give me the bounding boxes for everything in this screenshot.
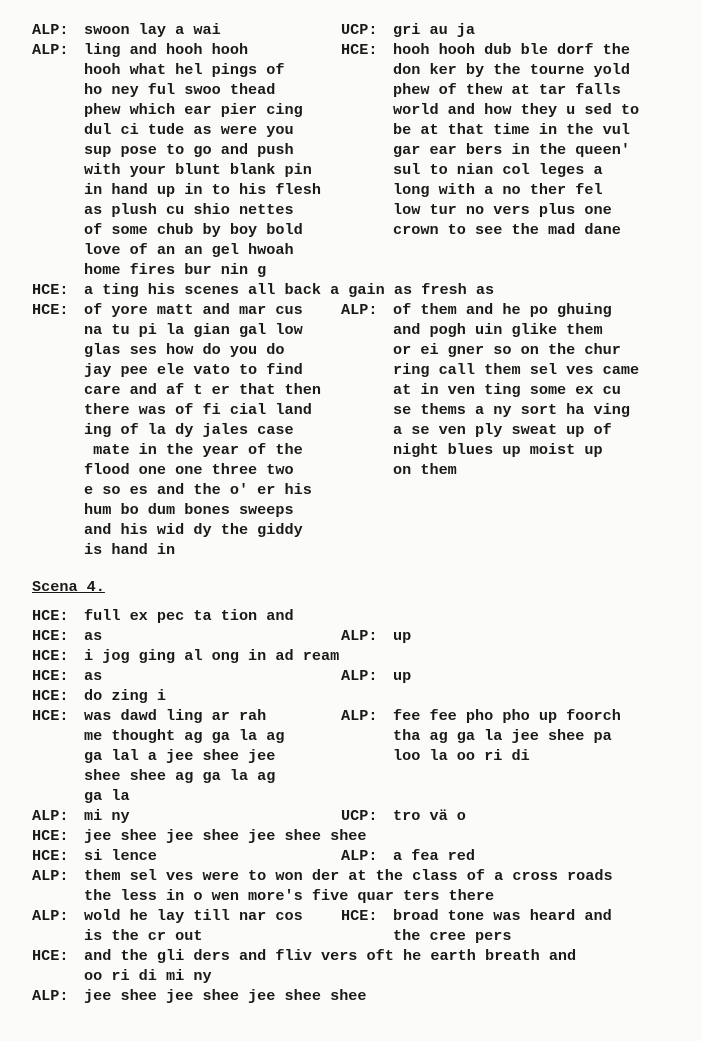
b2-line: do zing i — [84, 687, 167, 705]
b1-line: hooh what hel pings of — [84, 61, 285, 79]
b2-line-right: tro vä o — [393, 807, 466, 825]
b2-speaker: HCE: — [32, 607, 69, 625]
b2-speaker-right: UCP: — [341, 807, 378, 825]
b2-line-right: tha ag ga la jee shee pa — [393, 727, 612, 745]
b2-speaker: HCE: — [32, 847, 69, 865]
b2-line: shee shee ag ga la ag — [84, 767, 276, 785]
b2-speaker: HCE: — [32, 827, 69, 845]
b1-line-right: on them — [393, 461, 457, 479]
b2-line: wold he lay till nar cos — [84, 907, 303, 925]
b1-line: of some chub by boy bold — [84, 221, 303, 239]
b2-line: mi ny — [84, 807, 130, 825]
b1-line-right: a se ven ply sweat up of — [393, 421, 612, 439]
b2-speaker: HCE: — [32, 647, 69, 665]
b1-line: is hand in — [84, 541, 176, 559]
b2-speaker: ALP: — [32, 867, 69, 885]
b2-line: ga la — [84, 787, 130, 805]
b2-line: me thought ag ga la ag — [84, 727, 285, 745]
b1-line-right: long with a no ther fel — [393, 181, 603, 199]
b2-speaker: HCE: — [32, 687, 69, 705]
b1-speaker-right: HCE: — [341, 41, 378, 59]
b2-speaker-right: ALP: — [341, 707, 378, 725]
b1-line-right: be at that time in the vul — [393, 121, 630, 139]
b1-line: of yore matt and mar cus — [84, 301, 303, 319]
b1-line-right: phew of thew at tar falls — [393, 81, 621, 99]
b1-speaker-right: ALP: — [341, 301, 378, 319]
b1-line: glas ses how do you do — [84, 341, 285, 359]
b2-line: and the gli ders and fliv vers oft he earth breath and — [84, 947, 577, 965]
b1-line-right: gri au ja — [393, 21, 476, 39]
b1-line: love of an an gel hwoah — [84, 241, 294, 259]
b1-line-right: sul to nian col leges a — [393, 161, 603, 179]
b2-line-right: up — [393, 627, 412, 645]
b2-line: ga lal a jee shee jee — [84, 747, 276, 765]
b1-line-right: se thems a ny sort ha ving — [393, 401, 630, 419]
b2-line-right: fee fee pho pho up foorch — [393, 707, 621, 725]
b1-line: there was of fi cial land — [84, 401, 312, 419]
b2-line: as — [84, 627, 103, 645]
b2-line-right: the cree pers — [393, 927, 512, 945]
b2-speaker: HCE: — [32, 707, 69, 725]
b1-line: ho ney ful swoo thead — [84, 81, 276, 99]
b1-line: phew which ear pier cing — [84, 101, 303, 119]
b2-speaker-right: ALP: — [341, 627, 378, 645]
b1-line-right: world and how they u sed to — [393, 101, 640, 119]
b1-line: in hand up in to his flesh — [84, 181, 321, 199]
b2-line-right: broad tone was heard and — [393, 907, 612, 925]
b2-line: si lence — [84, 847, 157, 865]
b1-speaker-right: UCP: — [341, 21, 378, 39]
b2-speaker-right: ALP: — [341, 667, 378, 685]
b2-speaker-right: ALP: — [341, 847, 378, 865]
b2-speaker: HCE: — [32, 667, 69, 685]
b2-line: was dawd ling ar rah — [84, 707, 267, 725]
b2-line: oo ri di mi ny — [84, 967, 212, 985]
b2-line-right: up — [393, 667, 412, 685]
b2-line: them sel ves were to won der at the class of a cross roads — [84, 867, 613, 885]
b1-line: e so es and the o' er his — [84, 481, 312, 499]
b1-speaker: HCE: — [32, 301, 69, 319]
b1-line: ing of la dy jales case — [84, 421, 294, 439]
scene-heading: Scena 4. — [32, 578, 105, 596]
b1-line: home fires bur nin g — [84, 261, 267, 279]
b1-line: na tu pi la gian gal low — [84, 321, 303, 339]
b2-line: is the cr out — [84, 927, 203, 945]
b1-line-right: or ei gner so on the chur — [393, 341, 621, 359]
b2-speaker: ALP: — [32, 807, 69, 825]
b1-line-right: low tur no vers plus one — [393, 201, 612, 219]
b1-line-right: and pogh uin glike them — [393, 321, 603, 339]
b2-line: jee shee jee shee jee shee shee — [84, 827, 367, 845]
b1-line-right: night blues up moist up — [393, 441, 603, 459]
b1-line: jay pee ele vato to find — [84, 361, 303, 379]
b1-line: ling and hooh hooh — [84, 41, 249, 59]
b2-line: jee shee jee shee jee shee shee — [84, 987, 367, 1005]
b1-line-right: ring call them sel ves came — [393, 361, 640, 379]
b1-line-right: hooh hooh dub ble dorf the — [393, 41, 630, 59]
b1-line: care and af t er that then — [84, 381, 321, 399]
b2-speaker: HCE: — [32, 627, 69, 645]
b2-speaker: HCE: — [32, 947, 69, 965]
b1-line: as plush cu shio nettes — [84, 201, 294, 219]
b2-line-right: loo la oo ri di — [393, 747, 530, 765]
b2-line-right: a fea red — [393, 847, 476, 865]
b1-speaker: HCE: — [32, 281, 69, 299]
b1-line-right: at in ven ting some ex cu — [393, 381, 621, 399]
b1-line-right: gar ear bers in the queen' — [393, 141, 630, 159]
b1-speaker: ALP: — [32, 21, 69, 39]
b1-line: and his wid dy the giddy — [84, 521, 303, 539]
b1-line: dul ci tude as were you — [84, 121, 294, 139]
b2-speaker-right: HCE: — [341, 907, 378, 925]
b1-line: swoon lay a wai — [84, 21, 221, 39]
b2-line: full ex pec ta tion and — [84, 607, 294, 625]
b1-line: a ting his scenes all back a gain as fresh as — [84, 281, 495, 299]
b1-line: mate in the year of the — [84, 441, 303, 459]
b1-line-right: of them and he po ghuing — [393, 301, 612, 319]
b2-line: i jog ging al ong in ad ream — [84, 647, 340, 665]
b2-speaker: ALP: — [32, 987, 69, 1005]
b2-line: as — [84, 667, 103, 685]
b1-line: sup pose to go and push — [84, 141, 294, 159]
b1-line: with your blunt blank pin — [84, 161, 312, 179]
b1-speaker: ALP: — [32, 41, 69, 59]
b1-line-right: don ker by the tourne yold — [393, 61, 630, 79]
b1-line: hum bo dum bones sweeps — [84, 501, 294, 519]
b1-line: flood one one three two — [84, 461, 294, 479]
b2-speaker: ALP: — [32, 907, 69, 925]
b2-line: the less in o wen more's five quar ters there — [84, 887, 495, 905]
b1-line-right: crown to see the mad dane — [393, 221, 621, 239]
